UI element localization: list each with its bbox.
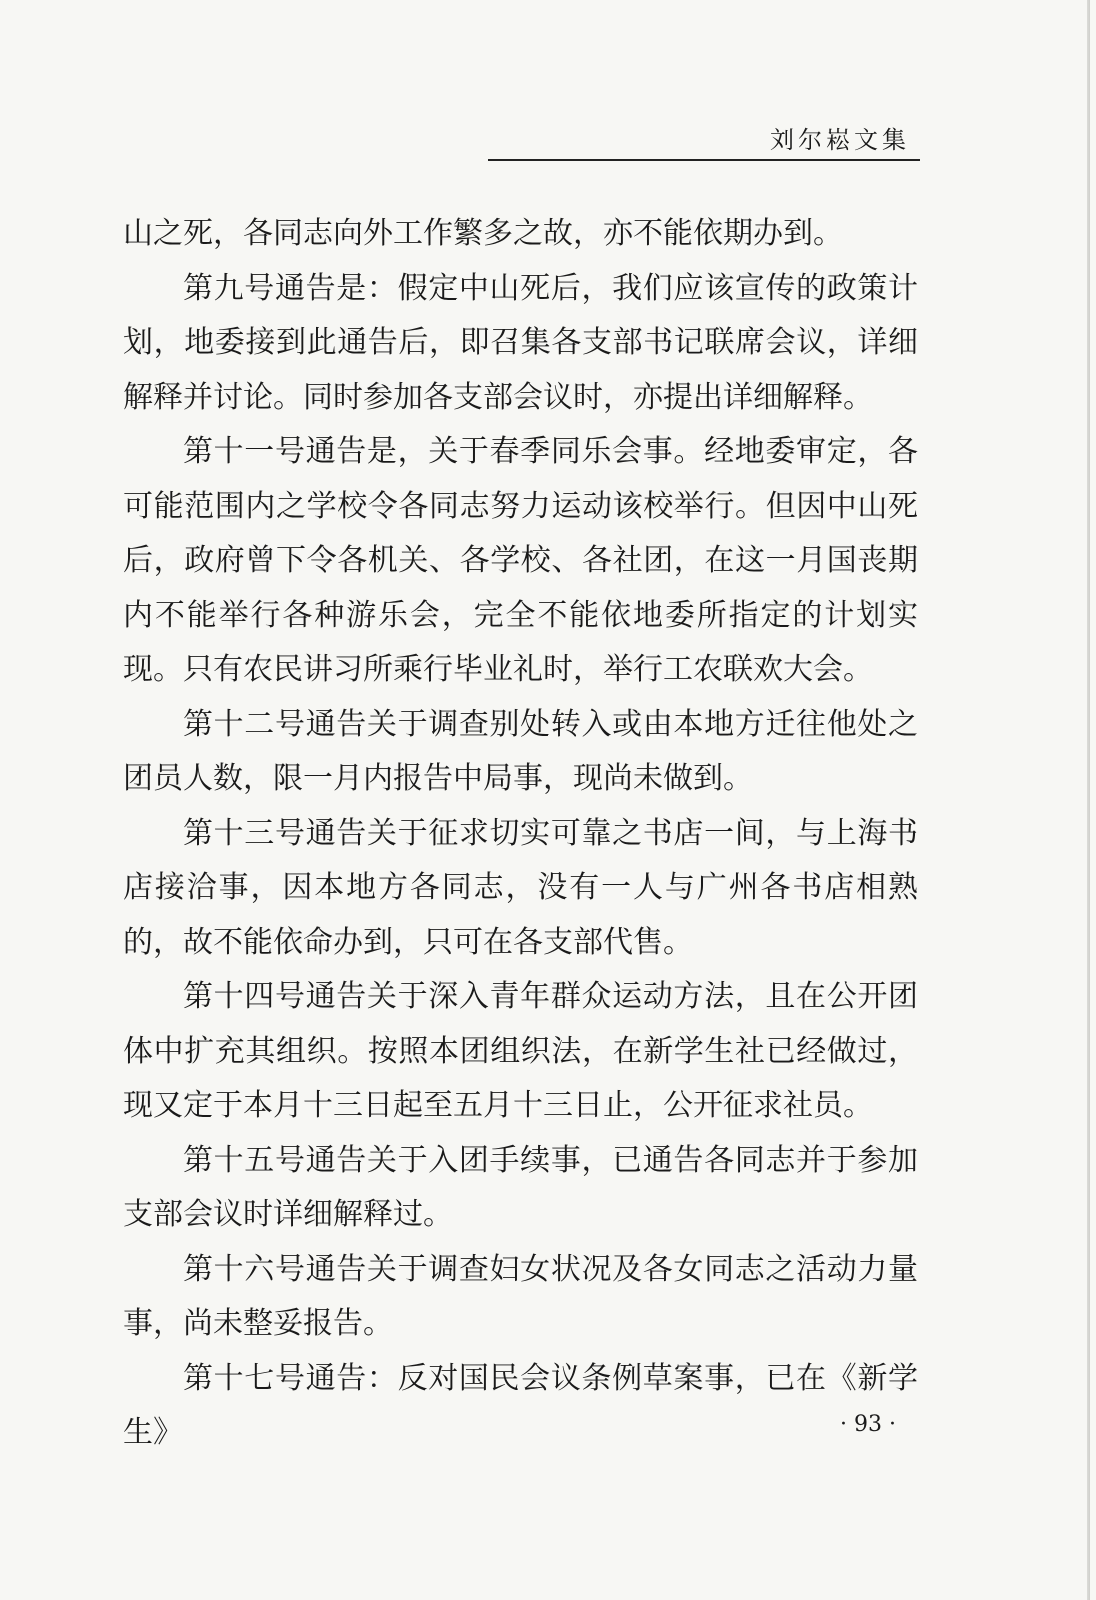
paragraph-notice-13: 第十三号通告关于征求切实可靠之书店一间，与上海书店接洽事，因本地方各同志，没有一人与广州各书店相熟的，故不能依命办到，只可在各支部代售。 <box>123 815 918 960</box>
page-edge-shadow <box>1087 0 1090 1600</box>
paragraph-notice-9: 第九号通告是：假定中山死后，我们应该宣传的政策计划，地委接到此通告后，即召集各支部书记联席会议，详细解释并讨论。同时参加各支部会议时，亦提出详细解释。 <box>123 270 918 415</box>
paragraph-continuation: 山之死，各同志向外工作繁多之故，亦不能依期办到。 <box>123 216 843 251</box>
paragraph-notice-11: 第十一号通告是，关于春季同乐会事。经地委审定，各可能范围内之学校令各同志努力运动该校举行。但因中山死后，政府曾下令各机关、各学校、各社团，在这一月国丧期内不能举行各种游乐会，完全不能依地委所指定的计划实现。只有农民讲习所乘行毕业礼时，举行工农联欢大会。 <box>123 434 918 687</box>
paragraph-notice-17: 第十七号通告：反对国民会议条例草案事，已在《新学生》 <box>123 1360 918 1450</box>
running-header-title: 刘尔崧文集 <box>770 126 910 154</box>
page-number: · 93 · <box>840 1412 896 1437</box>
body-text <box>123 207 918 1461</box>
paragraph-notice-15: 第十五号通告关于入团手续事，已通告各同志并于参加支部会议时详细解释过。 <box>123 1142 918 1232</box>
paragraph-notice-14: 第十四号通告关于深入青年群众运动方法，且在公开团体中扩充其组织。按照本团组织法，在新学生社已经做过，现又定于本月十三日起至五月十三日止，公开征求社员。 <box>123 979 918 1123</box>
header-rule <box>488 159 920 161</box>
paragraph-notice-12: 第十二号通告关于调查别处转入或由本地方迁往他处之团员人数，限一月内报告中局事，现尚未做到。 <box>123 706 918 796</box>
paragraph-notice-16: 第十六号通告关于调查妇女状况及各女同志之活动力量事，尚未整妥报告。 <box>123 1251 918 1341</box>
